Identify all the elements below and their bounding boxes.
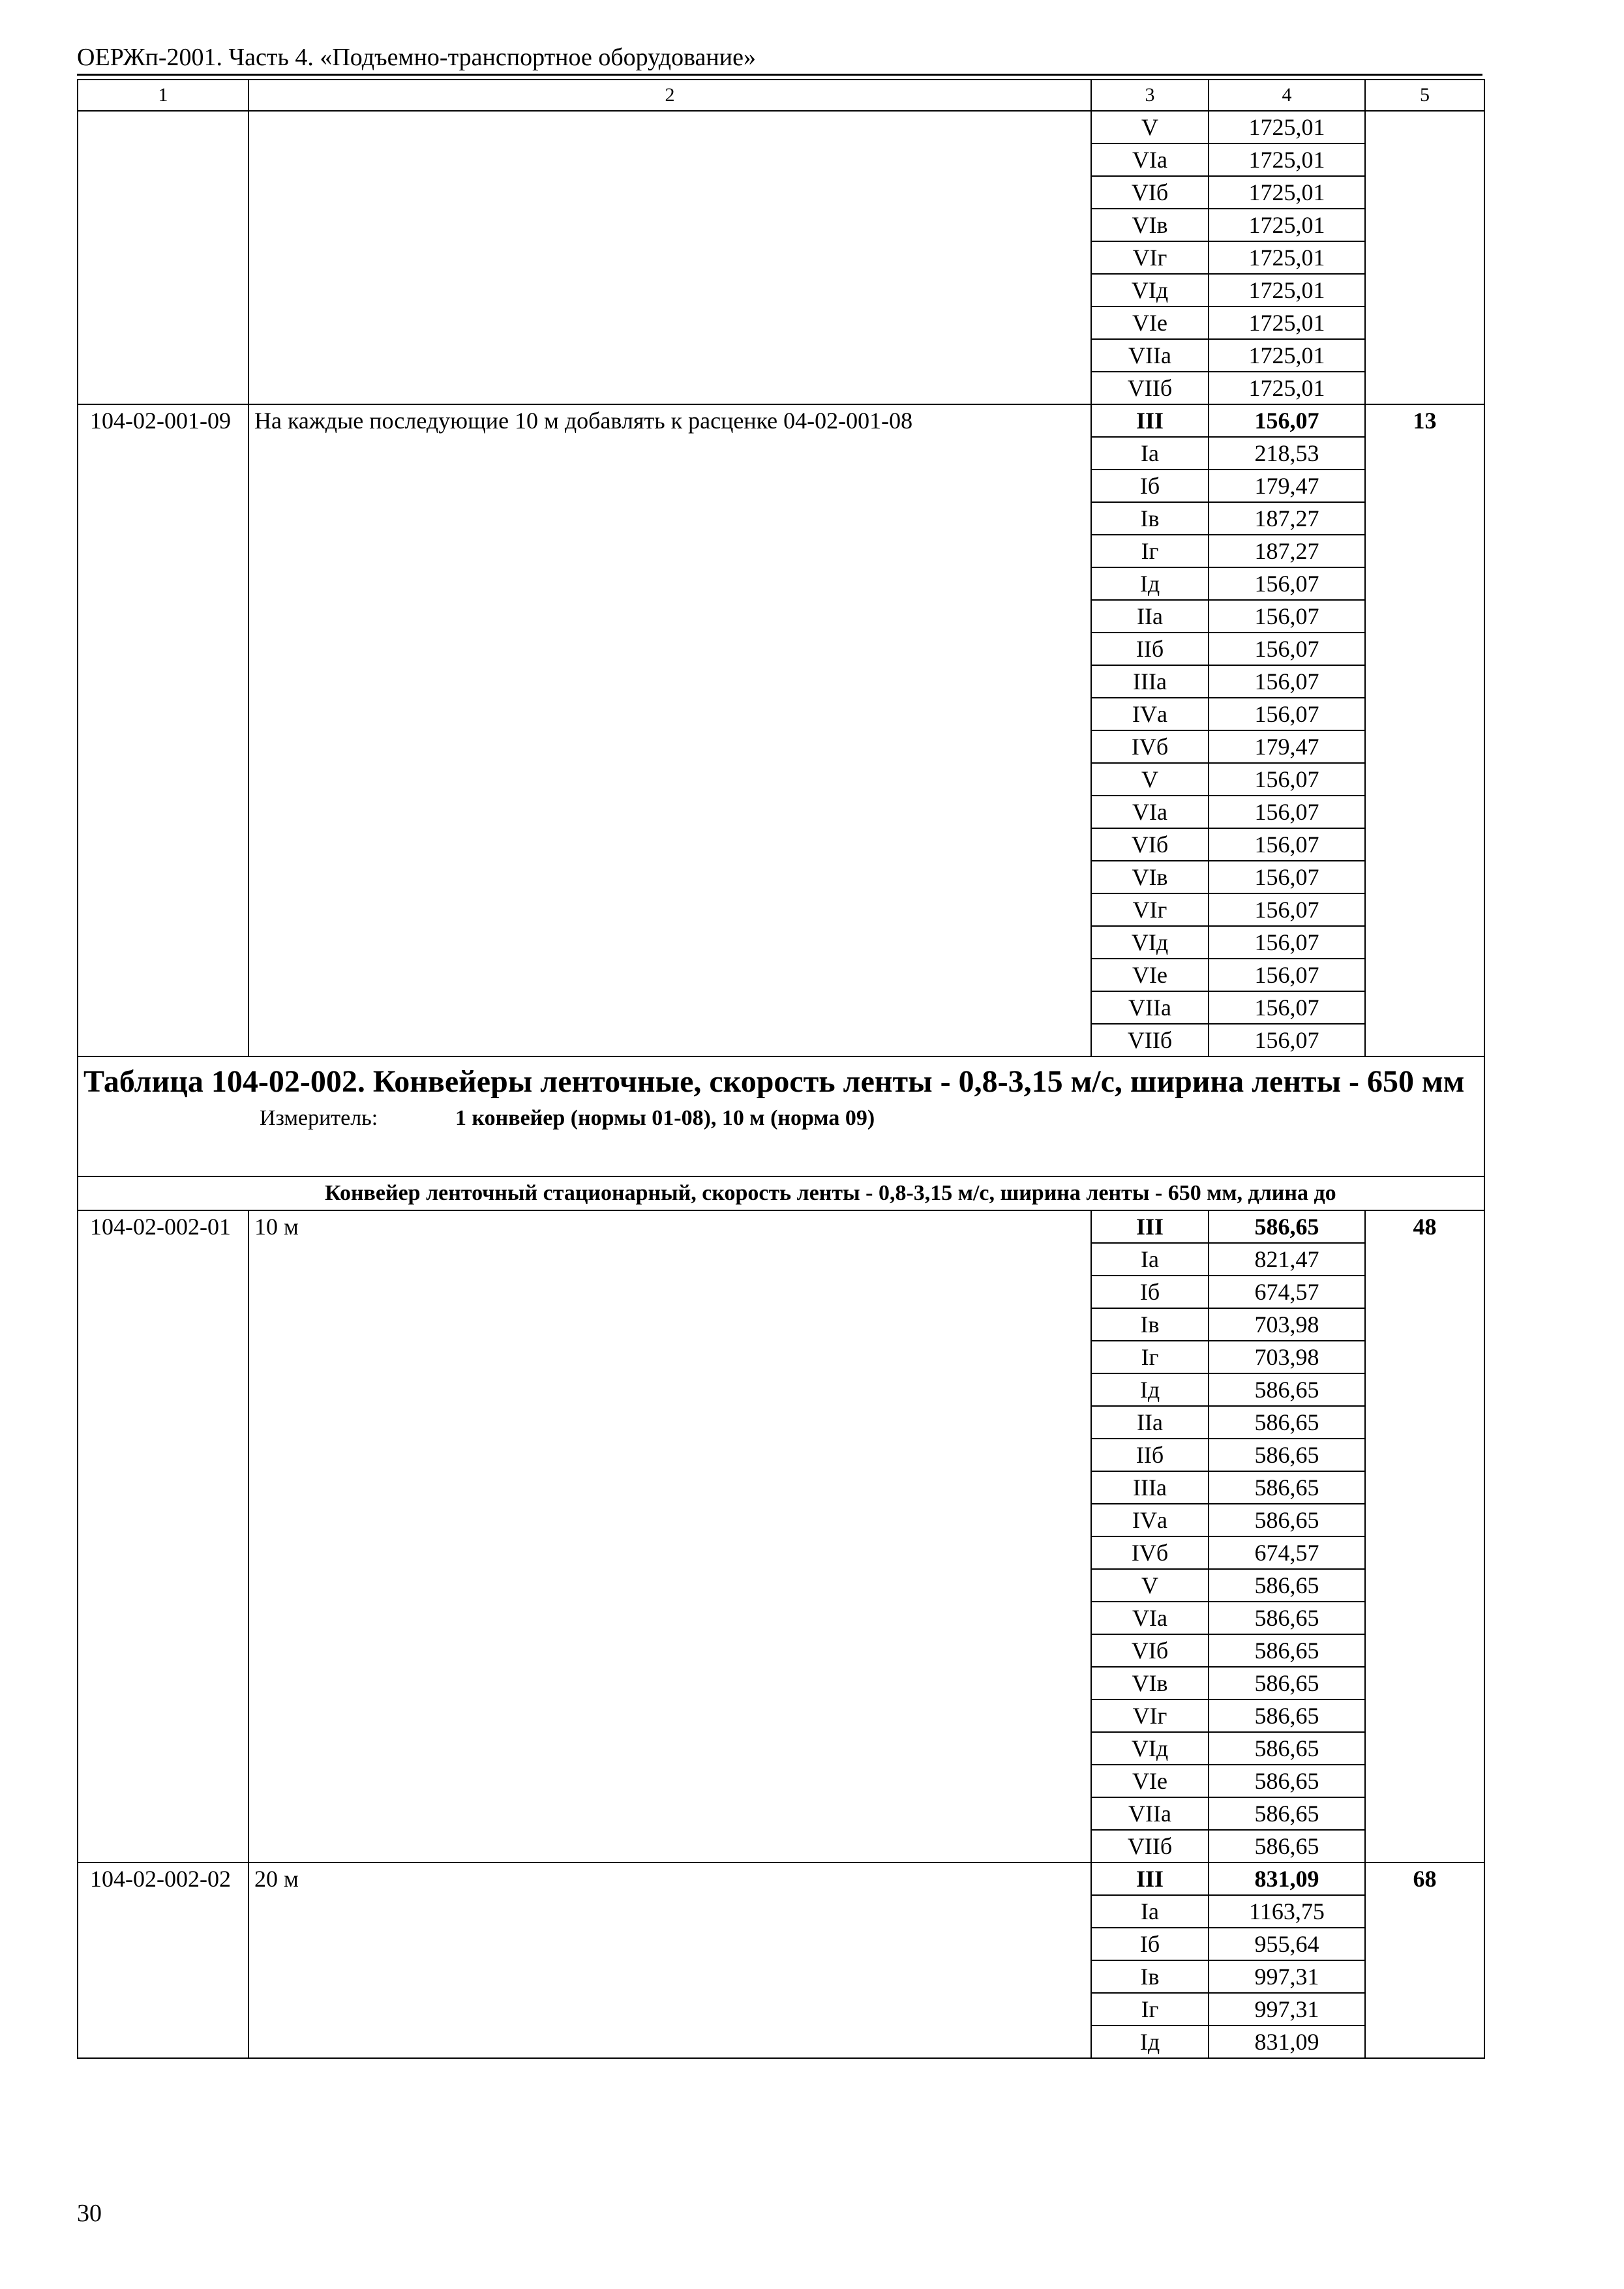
price-cell: 997,31 xyxy=(1209,1960,1365,1993)
zone-cell: IIIа xyxy=(1091,665,1209,698)
price-cell: 1163,75 xyxy=(1209,1895,1365,1928)
zone-cell: IVб xyxy=(1091,730,1209,763)
price-cell: 1725,01 xyxy=(1209,209,1365,241)
col5-cell: 13 xyxy=(1365,404,1484,1056)
zone-cell: V xyxy=(1091,111,1209,143)
table-row xyxy=(78,111,1484,143)
zone-cell: VIг xyxy=(1091,1699,1209,1732)
zone-cell: Iв xyxy=(1091,1308,1209,1341)
price-cell: 1725,01 xyxy=(1209,241,1365,274)
subheading: Конвейер ленточный стационарный, скорость ленты - 0,8-3,15 м/с, ширина ленты - 650 мм, длина до xyxy=(78,1176,1484,1210)
price-cell: 703,98 xyxy=(1209,1308,1365,1341)
price-cell: 586,65 xyxy=(1209,1406,1365,1439)
price-cell: 1725,01 xyxy=(1209,143,1365,176)
price-cell: 187,27 xyxy=(1209,535,1365,567)
zone-cell: VIIб xyxy=(1091,1830,1209,1863)
code-cell: 104-02-002-02 xyxy=(78,1863,248,2058)
price-cell: 586,65 xyxy=(1209,1439,1365,1471)
zone-cell: Iа xyxy=(1091,1895,1209,1928)
price-cell: 179,47 xyxy=(1209,470,1365,502)
description-cell xyxy=(248,111,1091,404)
zone-cell: Iд xyxy=(1091,2026,1209,2058)
price-cell: 156,07 xyxy=(1209,1024,1365,1056)
zone-cell: Iб xyxy=(1091,1276,1209,1308)
page-number: 30 xyxy=(77,2200,102,2227)
description-cell: На каждые последующие 10 м добавлять к расценке 04-02-001-08 xyxy=(248,404,1091,1056)
zone-cell: VIе xyxy=(1091,1765,1209,1797)
price-cell: 156,07 xyxy=(1209,600,1365,633)
zone-cell: VIе xyxy=(1091,959,1209,991)
code-cell: 104-02-002-01 xyxy=(78,1210,248,1863)
price-cell: 156,07 xyxy=(1209,991,1365,1024)
zone-cell: VIIб xyxy=(1091,1024,1209,1056)
column-number-row xyxy=(78,80,1484,111)
price-cell: 218,53 xyxy=(1209,437,1365,470)
col5-cell: 48 xyxy=(1365,1210,1484,1863)
zone-cell: VIIа xyxy=(1091,1797,1209,1830)
price-cell: 586,65 xyxy=(1209,1732,1365,1765)
header-rule xyxy=(77,74,1482,76)
zone-cell: Iб xyxy=(1091,470,1209,502)
price-cell: 156,07 xyxy=(1209,698,1365,730)
zone-cell: Iд xyxy=(1091,567,1209,600)
description-cell: 20 м xyxy=(248,1863,1091,2058)
zone-cell: VIа xyxy=(1091,1602,1209,1634)
zone-cell: VIIа xyxy=(1091,991,1209,1024)
price-cell: 179,47 xyxy=(1209,730,1365,763)
zone-cell: IIIа xyxy=(1091,1471,1209,1504)
price-cell: 1725,01 xyxy=(1209,339,1365,372)
price-cell: 156,07 xyxy=(1209,763,1365,796)
zone-cell: V xyxy=(1091,1569,1209,1602)
zone-cell: IVа xyxy=(1091,698,1209,730)
column-number: 2 xyxy=(248,80,1091,111)
price-cell: 586,65 xyxy=(1209,1667,1365,1699)
zone-cell: Iг xyxy=(1091,1993,1209,2026)
price-cell: 1725,01 xyxy=(1209,111,1365,143)
zone-cell: IIа xyxy=(1091,600,1209,633)
price-cell: 1725,01 xyxy=(1209,372,1365,404)
zone-cell: VIг xyxy=(1091,241,1209,274)
price-cell: 586,65 xyxy=(1209,1765,1365,1797)
zone-cell: VIIб xyxy=(1091,372,1209,404)
measure-line xyxy=(83,1104,1476,1133)
zone-cell: VIб xyxy=(1091,176,1209,209)
price-cell: 156,07 xyxy=(1209,828,1365,861)
zone-cell: VIд xyxy=(1091,274,1209,307)
price-cell: 1725,01 xyxy=(1209,307,1365,339)
price-cell: 156,07 xyxy=(1209,796,1365,828)
price-cell: 156,07 xyxy=(1209,893,1365,926)
price-cell: 586,65 xyxy=(1209,1569,1365,1602)
table-title-cell xyxy=(78,1056,1484,1176)
price-cell: 586,65 xyxy=(1209,1634,1365,1667)
price-cell: 586,65 xyxy=(1209,1830,1365,1863)
price-cell: 586,65 xyxy=(1209,1210,1365,1243)
zone-cell: Iг xyxy=(1091,1341,1209,1373)
zone-cell: VIб xyxy=(1091,828,1209,861)
measure-label: Измеритель: xyxy=(260,1106,378,1130)
price-cell: 831,09 xyxy=(1209,1863,1365,1895)
zone-cell: Iв xyxy=(1091,502,1209,535)
col5-cell xyxy=(1365,111,1484,404)
table-row xyxy=(78,1210,1484,1243)
zone-cell: V xyxy=(1091,763,1209,796)
zone-cell: VIв xyxy=(1091,1667,1209,1699)
code-cell xyxy=(78,111,248,404)
zone-cell: IVа xyxy=(1091,1504,1209,1536)
zone-cell: Iг xyxy=(1091,535,1209,567)
zone-cell: Iб xyxy=(1091,1928,1209,1960)
price-cell: 156,07 xyxy=(1209,633,1365,665)
description-cell: 10 м xyxy=(248,1210,1091,1863)
zone-cell: VIв xyxy=(1091,861,1209,893)
column-number: 5 xyxy=(1365,80,1484,111)
zone-cell: VIд xyxy=(1091,926,1209,959)
price-cell: 674,57 xyxy=(1209,1536,1365,1569)
column-number: 4 xyxy=(1209,80,1365,111)
price-cell: 955,64 xyxy=(1209,1928,1365,1960)
zone-cell: IIа xyxy=(1091,1406,1209,1439)
price-cell: 586,65 xyxy=(1209,1373,1365,1406)
zone-cell: VIд xyxy=(1091,1732,1209,1765)
zone-cell: IIб xyxy=(1091,1439,1209,1471)
zone-cell: VIа xyxy=(1091,143,1209,176)
col5-cell: 68 xyxy=(1365,1863,1484,2058)
price-cell: 586,65 xyxy=(1209,1797,1365,1830)
price-cell: 156,07 xyxy=(1209,926,1365,959)
price-cell: 821,47 xyxy=(1209,1243,1365,1276)
zone-cell: VIIа xyxy=(1091,339,1209,372)
zone-cell: III xyxy=(1091,1863,1209,1895)
price-cell: 156,07 xyxy=(1209,404,1365,437)
price-cell: 187,27 xyxy=(1209,502,1365,535)
table-row xyxy=(78,404,1484,437)
price-cell: 586,65 xyxy=(1209,1602,1365,1634)
zone-cell: Iв xyxy=(1091,1960,1209,1993)
zone-cell: III xyxy=(1091,1210,1209,1243)
price-cell: 831,09 xyxy=(1209,2026,1365,2058)
zone-cell: VIб xyxy=(1091,1634,1209,1667)
price-cell: 586,65 xyxy=(1209,1504,1365,1536)
zone-cell: Iд xyxy=(1091,1373,1209,1406)
price-cell: 156,07 xyxy=(1209,567,1365,600)
table-title-row xyxy=(78,1056,1484,1176)
price-cell: 586,65 xyxy=(1209,1699,1365,1732)
zone-cell: IIб xyxy=(1091,633,1209,665)
price-cell: 1725,01 xyxy=(1209,176,1365,209)
zone-cell: VIа xyxy=(1091,796,1209,828)
zone-cell: Iа xyxy=(1091,1243,1209,1276)
price-cell: 1725,01 xyxy=(1209,274,1365,307)
running-header: ОЕРЖп-2001. Часть 4. «Подъемно-транспортное оборудование» xyxy=(77,44,756,71)
zone-cell: IVб xyxy=(1091,1536,1209,1569)
price-cell: 156,07 xyxy=(1209,665,1365,698)
measure-value: 1 конвейер (нормы 01-08), 10 м (норма 09) xyxy=(455,1106,875,1130)
price-cell: 586,65 xyxy=(1209,1471,1365,1504)
code-cell: 104-02-001-09 xyxy=(78,404,248,1056)
zone-cell: VIв xyxy=(1091,209,1209,241)
rates-table-container xyxy=(77,79,1484,2059)
zone-cell: III xyxy=(1091,404,1209,437)
price-cell: 997,31 xyxy=(1209,1993,1365,2026)
price-cell: 703,98 xyxy=(1209,1341,1365,1373)
zone-cell: VIг xyxy=(1091,893,1209,926)
zone-cell: VIе xyxy=(1091,307,1209,339)
price-cell: 674,57 xyxy=(1209,1276,1365,1308)
table-title: Таблица 104-02-002. Конвейеры ленточные, скорость ленты - 0,8-3,15 м/с, ширина ленты - 650 мм xyxy=(83,1064,1465,1099)
subheading-row xyxy=(78,1176,1484,1210)
column-number: 3 xyxy=(1091,80,1209,111)
price-cell: 156,07 xyxy=(1209,959,1365,991)
column-number: 1 xyxy=(78,80,248,111)
rates-table xyxy=(77,79,1485,2059)
price-cell: 156,07 xyxy=(1209,861,1365,893)
table-row xyxy=(78,1863,1484,1895)
zone-cell: Iа xyxy=(1091,437,1209,470)
